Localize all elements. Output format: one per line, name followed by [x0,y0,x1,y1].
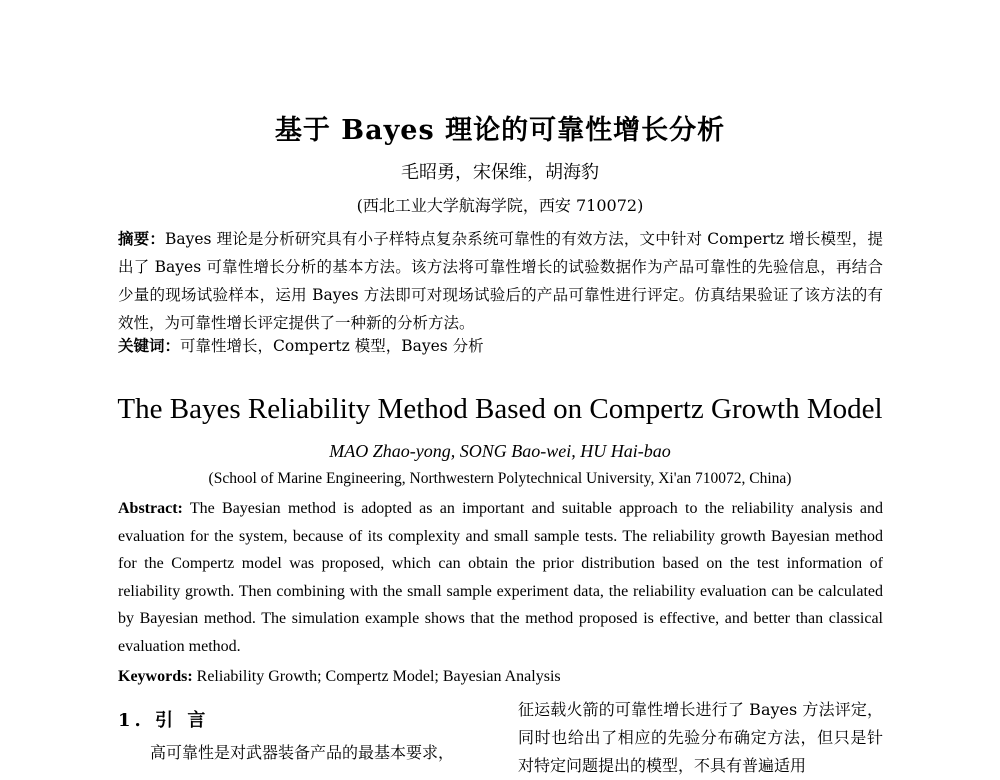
abstract-cn [118,225,883,337]
keywords-en-text: Reliability Growth; Compertz Model; Bayesian Analysis [196,668,561,685]
affiliation-cn: (西北工业大学航海学院，西安 710072) [356,196,644,215]
affiliation-en: (School of Marine Engineering, Northwestern Polytechnical University, Xi'an 710072, China) [208,470,792,487]
keywords-en-label: Keywords: [118,668,193,685]
section-body-right: 征运载火箭的可靠性增长进行了 Bayes 方法评定，同时也给出了相应的先验分布确定方法，但只是针对特定问题提出的模型，不具有普遍适用 [518,700,883,775]
abstract-en-label: Abstract: [118,500,183,517]
paper-title-en: The Bayes Reliability Method Based on Compertz Growth Model [117,393,883,425]
abstract-en-text: The Bayesian method is adopted as an important and suitable approach to the reliability analysis and evaluation for the system, because of its complexity and small sample tests. The reliability growth Bayesian method for the Compertz model was proposed, which can obtain the prior distribution based on the test information of reliability growth. Then combining with the small sample experiment data, the reliability evaluation can be calculated by Bayesian method. The simulation example shows that the method proposed is effective, and better than classical evaluation method. [118,500,883,655]
abstract-cn-text: Bayes 理论是分析研究具有小子样特点复杂系统可靠性的有效方法，文中针对 Compertz 增长模型，提出了 Bayes 可靠性增长分析的基本方法。该方法将可靠性增长的试验数据作为产品可靠性的先验信息，再结合少量的现场试验样本，运用 Bayes 方法即可对现场试验后的产品可靠性进行评定。仿真结果验证了该方法的有效性，为可靠性增长评定提供了一种新的分析方法。 [118,230,883,332]
authors-cn: 毛昭勇，宋保维，胡海豹 [401,162,599,183]
section-heading: 1. 引 言 [118,710,210,731]
keywords-cn [118,334,883,358]
section-body-left: 高可靠性是对武器装备产品的最基本要求， [150,743,455,762]
keywords-cn-text: 可靠性增长，Compertz 模型，Bayes 分析 [180,337,484,355]
paper-title-cn: 基于 Bayes 理论的可靠性增长分析 [274,115,726,146]
abstract-cn-label: 摘要： [118,229,165,248]
keywords-en [118,666,883,688]
keywords-cn-label: 关键词： [118,336,181,355]
authors-en: MAO Zhao-yong, SONG Bao-wei, HU Hai-bao [329,441,671,461]
abstract-en [118,495,883,660]
